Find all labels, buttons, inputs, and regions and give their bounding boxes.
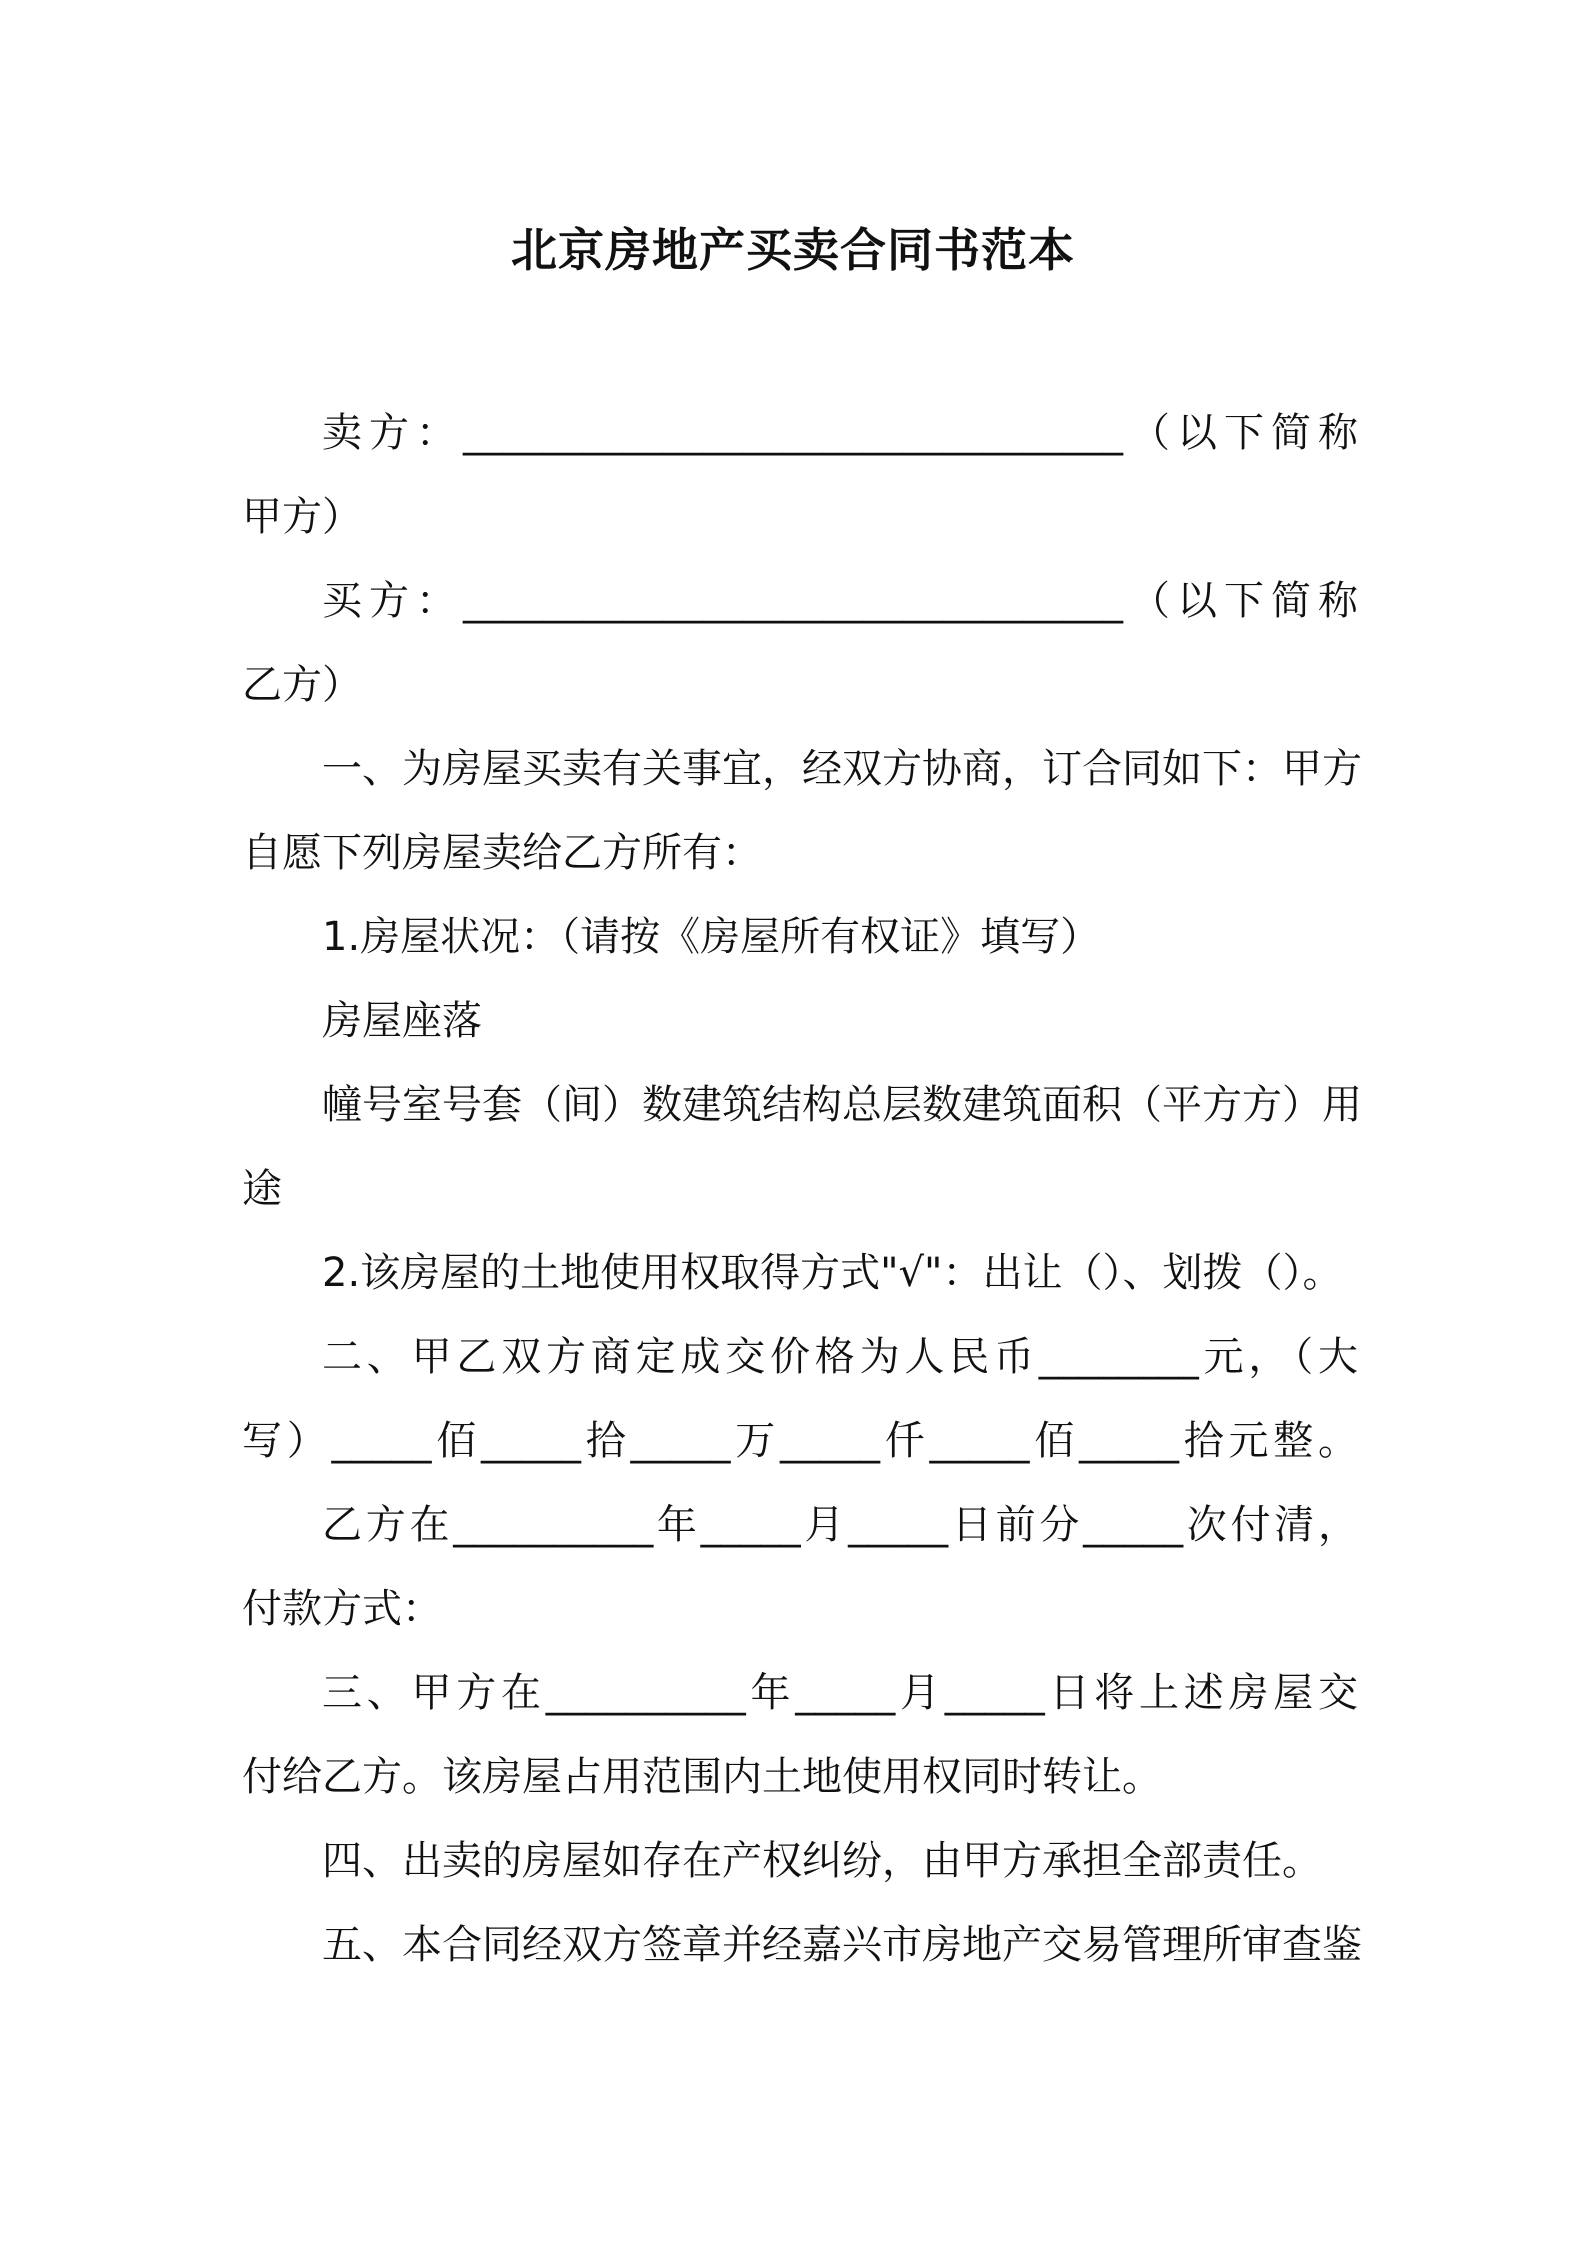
clause-2-cont: 写）_____佰_____拾_____万_____仟_____佰_____拾元整。 bbox=[242, 1418, 1358, 1464]
clause-3: 三、甲方在__________年_____月_____日将上述房屋交 bbox=[322, 1670, 1358, 1716]
payment-method-line: 付款方式： bbox=[242, 1586, 442, 1632]
clause-3-cont: 付给乙方。该房屋占用范围内土地使用权同时转让。 bbox=[242, 1754, 1162, 1800]
house-location-line: 房屋座落 bbox=[322, 998, 482, 1044]
page-title: 北京房地产买卖合同书范本 bbox=[511, 223, 1075, 277]
clause-5: 五、本合同经双方签章并经嘉兴市房地产交易管理所审查鉴 bbox=[322, 1922, 1362, 1968]
seller-line: 卖方：_________________________________（以下简称 bbox=[322, 410, 1358, 456]
clause-2: 二、甲乙双方商定成交价格为人民币________元，（大 bbox=[322, 1334, 1358, 1380]
clause-4: 四、出卖的房屋如存在产权纠纷，由甲方承担全部责任。 bbox=[322, 1838, 1322, 1884]
land-use-line: 2.该房屋的土地使用权取得方式"√"：出让（）、划拨（）。 bbox=[322, 1250, 1343, 1296]
house-fields-cont: 途 bbox=[242, 1166, 282, 1212]
buyer-line: 买方：_________________________________（以下简称 bbox=[322, 578, 1358, 624]
buyer-line-cont: 乙方） bbox=[242, 662, 362, 708]
seller-line-cont: 甲方） bbox=[242, 494, 362, 540]
clause-1-cont: 自愿下列房屋卖给乙方所有： bbox=[242, 830, 762, 876]
house-fields-line: 幢号室号套（间）数建筑结构总层数建筑面积（平方方）用 bbox=[322, 1082, 1362, 1128]
house-status-line: 1.房屋状况：（请按《房屋所有权证》填写） bbox=[322, 914, 1101, 960]
payment-line: 乙方在__________年_____月_____日前分_____次付清， bbox=[322, 1502, 1358, 1548]
clause-1: 一、为房屋买卖有关事宜，经双方协商，订合同如下：甲方 bbox=[322, 746, 1362, 792]
